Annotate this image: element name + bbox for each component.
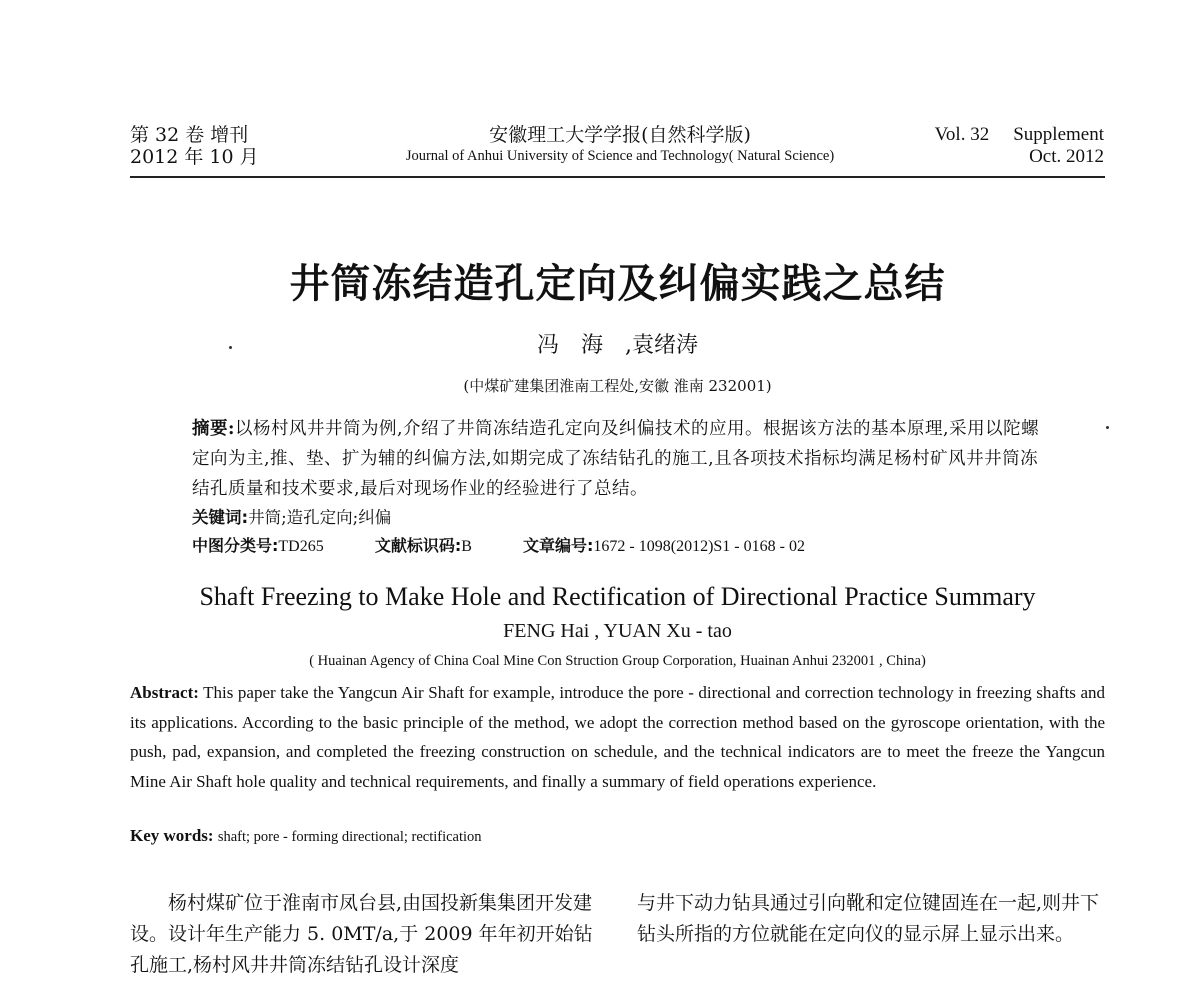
journal-name-en: Journal of Anhui University of Science and Technology( Natural Science) bbox=[405, 148, 835, 164]
authors-cn bbox=[130, 328, 1105, 359]
affiliation-cn: (中煤矿建集团淮南工程处,安徽 淮南 232001) bbox=[463, 377, 772, 395]
date-en: Oct. 2012 bbox=[1029, 146, 1104, 167]
keywords-en-text: shaft; pore - forming directional; rectification bbox=[217, 829, 482, 845]
journal-header bbox=[340, 124, 900, 166]
stray-dot bbox=[1106, 426, 1109, 429]
affiliation-en: ( Huainan Agency of China Coal Mine Con Struction Group Corporation, Huainan Anhui 232001 , China) bbox=[309, 653, 926, 669]
author-2-cn: ,袁绪涛 bbox=[625, 333, 698, 358]
author-1-cn: 冯海 bbox=[536, 333, 625, 358]
body-column-left: 杨村煤矿位于淮南市凤台县,由国投新集集团开发建设。设计年生产能力 5. 0MT/a,于 2009 年年初开始钻孔施工,杨村风井井筒冻结钻孔设计深度 bbox=[130, 892, 593, 976]
abstract-en bbox=[130, 678, 1105, 796]
journal-name-cn: 安徽理工大学学报(自然科学版) bbox=[489, 124, 751, 146]
paper-title-en: Shaft Freezing to Make Hole and Rectification of Directional Practice Summary bbox=[199, 582, 1036, 611]
keywords-en-label: Key words: bbox=[130, 826, 214, 845]
header-right bbox=[935, 124, 1104, 168]
volume-cn: 第 32 卷 增刊 bbox=[130, 124, 249, 146]
supplement-label: Supplement bbox=[1013, 124, 1104, 145]
clc-number: 中图分类号:TD265 bbox=[192, 536, 324, 555]
paper-title-cn: 井筒冻结造孔定向及纠偏实践之总结 bbox=[289, 260, 946, 307]
keywords-cn bbox=[192, 506, 391, 530]
header-left bbox=[130, 124, 259, 168]
volume-en: Vol. 32 bbox=[934, 124, 990, 145]
classification-line bbox=[192, 534, 851, 559]
body-column-right: 与井下动力钻具通过引向靴和定位键固连在一起,则井下钻头所指的方位就能在定向仪的显示屏上显示出来。 bbox=[637, 892, 1100, 945]
header-rule bbox=[130, 176, 1105, 178]
article-number: 文章编号:1672 - 1098(2012)S1 - 0168 - 02 bbox=[523, 536, 805, 555]
document-code: 文献标识码:B bbox=[374, 536, 472, 555]
abstract-en-label: Abstract: bbox=[130, 683, 199, 702]
abstract-cn bbox=[192, 414, 1052, 504]
abstract-cn-text: 以杨村风井井筒为例,介绍了井筒冻结造孔定向及纠偏技术的应用。根据该方法的基本原理,采用以陀螺定向为主,推、垫、扩为辅的纠偏方法,如期完成了冻结钻孔的施工,且各项技术指标均满足杨村矿风井井筒冻结孔质量和技术要求,最后对现场作业的经验进行了总结。 bbox=[192, 419, 1040, 499]
keywords-cn-text: 井筒;造孔定向;纠偏 bbox=[248, 508, 392, 527]
keywords-cn-label: 关键词: bbox=[192, 508, 249, 527]
abstract-cn-label: 摘要: bbox=[192, 419, 235, 439]
keywords-en bbox=[130, 826, 482, 846]
abstract-en-text: This paper take the Yangcun Air Shaft for example, introduce the pore - directional and correction technology in freezing shafts and its applications. According to the basic principle of the method, we adopt the correction method based on the gyroscope orientation, with the push, pad, expansion, and completed the freezing construction on schedule, and the technical indicators are to meet the freeze the Yangcun Mine Air Shaft hole quality and technical requirements, and finally a summary of field operations experience. bbox=[130, 683, 1105, 791]
date-cn: 2012 年 10 月 bbox=[130, 146, 259, 168]
authors-en: FENG Hai , YUAN Xu - tao bbox=[503, 620, 732, 642]
